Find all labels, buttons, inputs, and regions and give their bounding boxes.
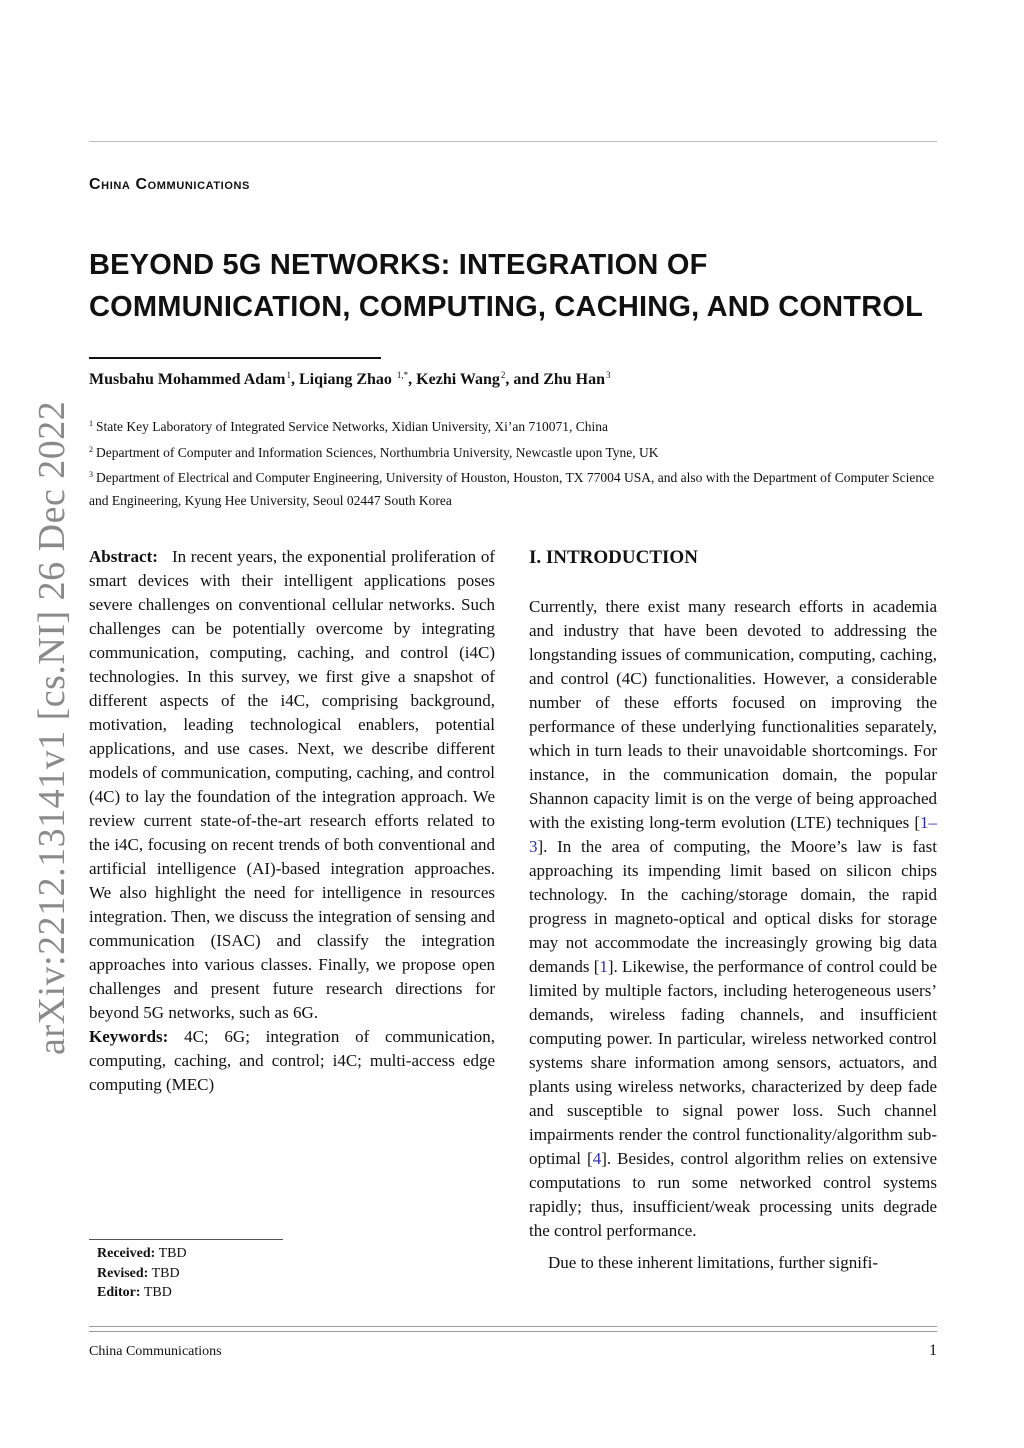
abstract-label: Abstract:: [89, 547, 158, 566]
author-name: Zhu Han: [543, 371, 605, 388]
author-separator: ,: [408, 371, 417, 388]
journal-name-text: China Communications: [89, 176, 250, 193]
affiliation: [89, 464, 939, 512]
keywords-text: 4C; 6G; integration of communication, computing, caching, and control; i4C; multi-access edge computing (MEC): [89, 1027, 496, 1094]
paper-title: BEYOND 5G NETWORKS: INTEGRATION OF COMMUNICATION, COMPUTING, CACHING, AND CONTROL: [89, 249, 924, 323]
received-value: TBD: [158, 1246, 187, 1261]
editor-label: Editor:: [97, 1285, 141, 1300]
arxiv-identifier-stamp: arXiv:2212.13141v1 [cs.NI] 26 Dec 2022: [31, 400, 73, 1055]
footer-rule: [89, 1331, 937, 1332]
revised-line: [97, 1264, 187, 1284]
affiliation: [89, 439, 939, 465]
author-affiliation-mark: 2: [500, 370, 506, 380]
intro-paragraph: [529, 595, 937, 1243]
author-name: Kezhi Wang: [416, 371, 500, 388]
footnote-rule: [89, 1239, 283, 1240]
revised-value: TBD: [151, 1265, 180, 1281]
received-line: [97, 1244, 187, 1264]
title-rule: [89, 357, 381, 359]
right-column: [529, 545, 937, 1275]
author-affiliation-mark: 1,*: [396, 370, 409, 380]
left-column: [89, 545, 495, 1097]
footer-rule: [89, 1326, 937, 1327]
page-number: 1: [929, 1342, 937, 1359]
received-label: Received:: [97, 1246, 156, 1261]
editor-line: [97, 1283, 187, 1303]
affiliation: [89, 413, 939, 439]
affiliation-list: [89, 413, 939, 512]
intro-text: ]. In the area of computing, the Moore’s law is fast approaching its impending limit based on silicon chips technology. In the caching/storage domain, the rapid progress in magneto-optical and optical disks for storage may not accommodate the increasingly growing big data demands [: [529, 837, 937, 976]
affiliation-text: State Key Laboratory of Integrated Service Networks, Xidian University, Xi’an 710071, China: [96, 419, 608, 434]
author-affiliation-mark: 3: [606, 370, 611, 380]
intro-text: ]. Besides, control algorithm relies on extensive computations to run some networked control systems rapidly; thus, insufficient/weak processing units degrade the control performance.: [529, 1149, 937, 1240]
footer-journal-name: China Communications: [89, 1344, 222, 1359]
author-separator: , and: [505, 371, 544, 388]
keywords-label: Keywords:: [89, 1027, 169, 1046]
affiliation-text: Department of Computer and Information Sciences, Northumbria University, Newcastle upon Tyne, UK: [96, 444, 659, 460]
intro-text: Currently, there exist many research efforts in academia and industry that have been devoted to addressing the longstanding issues of communication, computing, caching, and control (4C) functionalities. However, a considerable number of these efforts focused on improving the performance of these underlying functionalities separately, which in turn leads to their unavoidable shortcomings. For instance, in the communication domain, the popular Shannon capacity limit is on the verge of being approached with the existing long-term evolution (LTE) techniques [: [529, 597, 937, 832]
revised-label: Revised:: [97, 1265, 149, 1281]
author-name: Liqiang Zhao: [298, 371, 396, 388]
editorial-info: [97, 1244, 187, 1303]
abstract-text: In recent years, the exponential proliferation of smart devices with their intelligent applications poses severe challenges on conventional cellular networks. Such challenges can be potentially overcome by integrating communication, computing, caching, and control (i4C) technologies. In this survey, we first give a snapshot of different aspects of the i4C, comprising background, motivation, leading technological enablers, potential applications, and use cases. Next, we describe different models of communication, computing, caching, and control (4C) to lay the foundation of the integration approach. We review current state-of-the-art research efforts related to the i4C, focusing on recent trends of both conventional and artificial intelligence (AI)-based integration approaches. We also highlight the need for intelligence in resources integration. Then, we discuss the integration of sensing and communication (ISAC) and classify the integration approaches into various classes. Finally, we propose open challenges and present future research directions for beyond 5G networks, such as 6G.: [89, 547, 495, 1022]
editor-value: TBD: [143, 1285, 172, 1300]
section-heading-introduction: I. INTRODUCTION: [529, 547, 698, 568]
author-list: [89, 370, 611, 389]
keywords: [89, 1025, 495, 1097]
intro-paragraph: Due to these inherent limitations, further signifi-: [548, 1253, 879, 1272]
abstract: [89, 545, 495, 1025]
citation-link[interactable]: 1–3: [529, 813, 937, 856]
affiliation-number: 3: [89, 470, 93, 479]
journal-name: [89, 176, 250, 194]
citation-link[interactable]: 4: [592, 1149, 602, 1168]
citation-link[interactable]: 1: [599, 957, 608, 976]
author-affiliation-mark: 1: [286, 370, 291, 380]
affiliation-number: 1: [89, 419, 93, 428]
author-name: Musbahu Mohammed Adam: [89, 371, 286, 388]
author-separator: ,: [290, 371, 299, 388]
intro-text: ]. Likewise, the performance of control could be limited by multiple factors, including heterogeneous users’ demands, wireless fading channels, and insufficient computing power. In particular, wireless networked control systems share information among sensors, actuators, and plants using wireless networks, characterized by deep fade and susceptible to signal power loss. Such channel impairments render the control functionality/algorithm sub-optimal [: [529, 957, 937, 1168]
header-rule: [89, 141, 937, 142]
affiliation-text: Department of Electrical and Computer Engineering, University of Houston, Houston, TX 77004 USA, and also with the Department of Computer Science and Engineering, Kyung Hee University, Seoul 02447 South Korea: [89, 470, 935, 508]
affiliation-number: 2: [89, 444, 93, 454]
